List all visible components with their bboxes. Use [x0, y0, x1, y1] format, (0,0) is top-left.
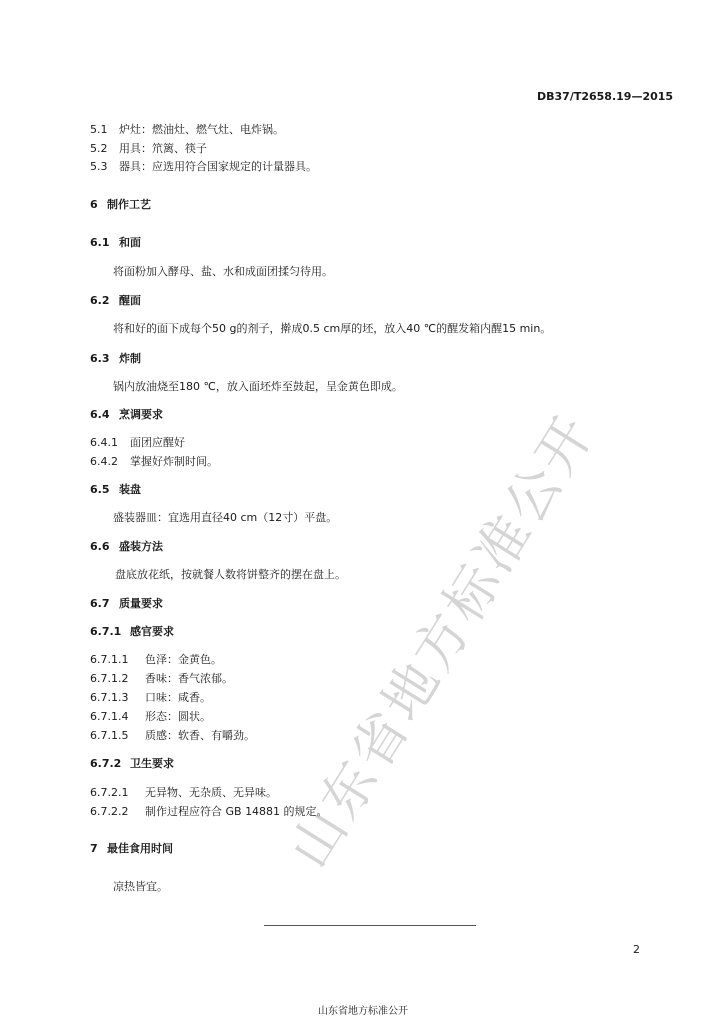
watermark: 山东省地方标准公开 [277, 402, 608, 879]
section-6-7-1-heading [90, 623, 174, 639]
section-title: 醒面 [119, 294, 141, 307]
section-6-7-2-heading [90, 755, 174, 771]
section-number: 6.5 [90, 483, 110, 496]
section-number: 6 [90, 198, 98, 211]
clause-text: 香味：香气浓郁。 [145, 672, 233, 685]
section-6-5-heading [90, 481, 141, 497]
clause-6-4-2 [90, 453, 218, 469]
page-number: 2 [633, 943, 640, 956]
clause-text: 色泽：金黄色。 [145, 653, 222, 666]
section-title: 烹调要求 [119, 408, 163, 421]
clause-6-4-1 [90, 434, 185, 450]
clause-text: 器具：应选用符合国家规定的计量器具。 [119, 160, 317, 173]
section-number: 6.3 [90, 352, 110, 365]
section-title: 制作工艺 [107, 198, 151, 211]
clause-text: 质感：软香、有嚼劲。 [145, 729, 255, 742]
section-number: 6.7.1 [90, 625, 122, 638]
section-title: 装盘 [119, 483, 141, 496]
section-6-2-heading [90, 292, 141, 308]
clause-number: 6.7.2.2 [90, 805, 129, 818]
clause-5-1 [90, 121, 284, 137]
clause-number: 6.7.1.5 [90, 729, 129, 742]
footer-publisher: 山东省地方标准公开 [318, 1006, 408, 1017]
section-6-7-heading [90, 595, 163, 611]
section-number: 6.7 [90, 597, 110, 610]
section-number: 7 [90, 842, 98, 855]
section-7-body: 凉热皆宜。 [113, 880, 168, 893]
clause-number: 6.7.1.2 [90, 672, 129, 685]
clause-text: 炉灶：燃油灶、燃气灶、电炸锅。 [119, 123, 284, 136]
section-6-3-body: 锅内放油烧至180 ℃，放入面坯炸至鼓起，呈金黄色即成。 [113, 380, 403, 393]
section-6-6-body: 盘底放花纸，按就餐人数将饼整齐的摆在盘上。 [115, 568, 346, 581]
section-6-3-heading [90, 350, 141, 366]
section-number: 6.4 [90, 408, 110, 421]
section-7-heading [90, 840, 173, 856]
clause-number: 6.4.2 [90, 455, 118, 468]
section-6-2-body: 将和好的面下成每个50 g的剂子，擀成0.5 cm厚的坯，放入40 ℃的醒发箱内醒15 min。 [113, 322, 552, 335]
clause-number: 6.7.2.1 [90, 786, 129, 799]
section-title: 感官要求 [130, 625, 174, 638]
clause-number: 5.3 [90, 160, 108, 173]
section-number: 6.6 [90, 540, 110, 553]
clause-number: 6.7.1.3 [90, 691, 129, 704]
clause-6-7-1-4 [90, 708, 211, 724]
section-title: 质量要求 [119, 597, 163, 610]
section-title: 炸制 [119, 352, 141, 365]
clause-6-7-2-1 [90, 784, 277, 800]
section-6-5-body: 盛装器皿：宜选用直径40 cm（12寸）平盘。 [113, 511, 338, 524]
clause-number: 6.7.1.4 [90, 710, 129, 723]
clause-text: 用具：笊篱、筷子 [119, 142, 207, 155]
clause-6-7-1-5 [90, 727, 255, 743]
clause-6-7-1-1 [90, 651, 222, 667]
end-rule [264, 925, 476, 926]
clause-6-7-2-2 [90, 803, 328, 819]
document-code: DB37/T2658.19—2015 [537, 90, 674, 103]
section-number: 6.7.2 [90, 757, 122, 770]
clause-number: 5.1 [90, 123, 108, 136]
clause-number: 6.7.1.1 [90, 653, 129, 666]
section-6-1-body: 将面粉加入酵母、盐、水和成面团揉匀待用。 [113, 265, 333, 278]
section-title: 盛装方法 [119, 540, 163, 553]
section-6-4-heading [90, 406, 163, 422]
clause-6-7-1-2 [90, 670, 233, 686]
section-6-1-heading [90, 234, 141, 250]
section-title: 和面 [119, 236, 141, 249]
clause-text: 口味：咸香。 [145, 691, 211, 704]
clause-number: 6.4.1 [90, 436, 118, 449]
section-number: 6.1 [90, 236, 110, 249]
section-6-6-heading [90, 538, 163, 554]
section-title: 卫生要求 [130, 757, 174, 770]
clause-5-2 [90, 140, 207, 156]
clause-5-3 [90, 158, 317, 174]
section-6-heading [90, 196, 151, 212]
clause-text: 无异物、无杂质、无异味。 [145, 786, 277, 799]
clause-text: 制作过程应符合 GB 14881 的规定。 [145, 805, 328, 818]
clause-text: 形态：圆状。 [145, 710, 211, 723]
clause-text: 面团应醒好 [130, 436, 185, 449]
section-title: 最佳食用时间 [107, 842, 173, 855]
section-number: 6.2 [90, 294, 110, 307]
clause-number: 5.2 [90, 142, 108, 155]
clause-6-7-1-3 [90, 689, 211, 705]
clause-text: 掌握好炸制时间。 [130, 455, 218, 468]
